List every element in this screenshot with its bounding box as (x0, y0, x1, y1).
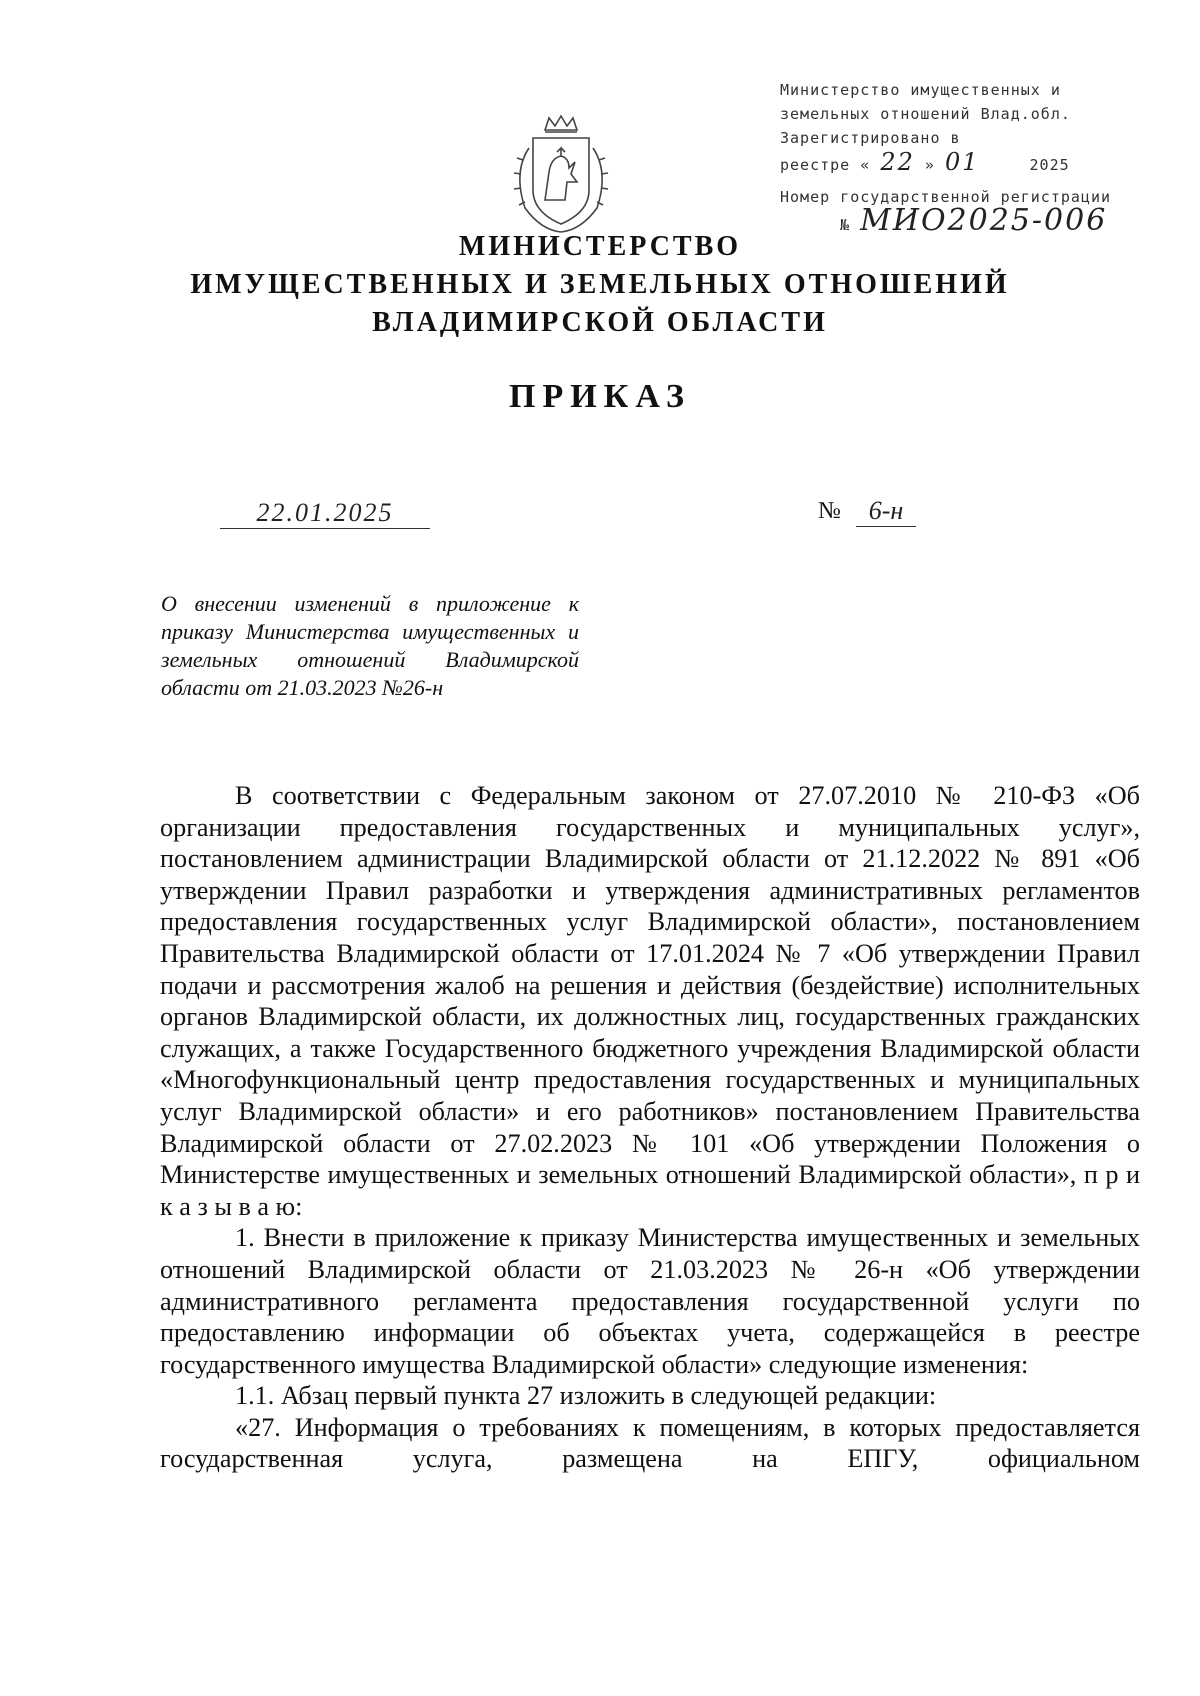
ministry-name-line: МИНИСТЕРСТВО (458, 231, 742, 262)
stamp-date-day: 22 (880, 148, 915, 176)
stamp-line: Министерство имущественных и (780, 81, 1061, 99)
stamp-date-month: 01 (944, 148, 980, 176)
registration-stamp (780, 78, 1120, 237)
stamp-number-prefix: № (840, 216, 851, 234)
clause-paragraph: 1. Внести в приложение к приказу Министерства имущественных и земельных отношений Владимирской области от 21.03.2023 № 26-н «Об утверждении административного регламента предоставления государственной услуги по предоставлению информации об объектах учета, содержащейся в реестре государственного имущества Владимирской области» следующие изменения: (160, 1223, 1140, 1379)
coat-of-arms-icon (505, 112, 617, 238)
ministry-name-line: ИМУЩЕСТВЕННЫХ И ЗЕМЕЛЬНЫХ ОТНОШЕНИЙ (190, 269, 1010, 300)
stamp-line: Номер государственной регистрации (780, 188, 1112, 206)
clause-paragraph: «27. Информация о требованиях к помещениям, в которых предоставляется государственная услуга, размещена на ЕПГУ, официальном (160, 1412, 1140, 1474)
stamp-number-value: МИО2025-006 (860, 203, 1108, 238)
document-title: ПРИКАЗ (509, 378, 691, 415)
order-date: 22.01.2025 (220, 498, 430, 529)
clause-paragraph: 1.1. Абзац первый пункта 27 изложить в следующей редакции: (235, 1381, 937, 1411)
stamp-date-prefix: реестре « (780, 156, 871, 174)
preamble-paragraph: В соответствии с Федеральным законом от 27.07.2010 № 210-ФЗ «Об организации предоставления государственных и муниципальных услуг», постановлением администрации Владимирской области от 21.12.2022 № 891 «Об утверждении Правил разработки и утверждения административных регламентов предоставления государственных услуг Владимирской области», постановлением Правительства Владимирской области от 17.01.2024 № 7 «Об утверждении Правил подачи и рассмотрения жалоб на решения и действия (бездействие) исполнительных органов Владимирской области, их должностных лиц, государственных гражданских служащих, а также Государственного бюджетного учреждения Владимирской области «Многофункциональный центр предоставления государственных и муниципальных услуг Владимирской области» и его работников» постановлением Правительства Владимирской области от 27.02.2023 № 101 «Об утверждении Положения о Министерстве имущественных и земельных отношений Владимирской области», п р и к а з ы в а ю: (160, 781, 1140, 1221)
order-subject: О внесении изменений в приложение к приказу Министерства имущественных и земельных отношений Владимирской области от 21.03.2023 №26-н (161, 591, 579, 700)
document-body (160, 780, 1140, 1475)
stamp-line: Зарегистрировано в (780, 129, 961, 147)
stamp-registry-date (780, 150, 1120, 177)
order-number-label: № (818, 498, 841, 524)
stamp-line: земельных отношений Влад.обл. (780, 105, 1071, 123)
stamp-date-year: 2025 (1029, 156, 1070, 174)
ministry-name-line: ВЛАДИМИРСКОЙ ОБЛАСТИ (372, 307, 828, 338)
order-number: 6-н (856, 496, 916, 527)
stamp-date-mid: » (924, 156, 935, 174)
